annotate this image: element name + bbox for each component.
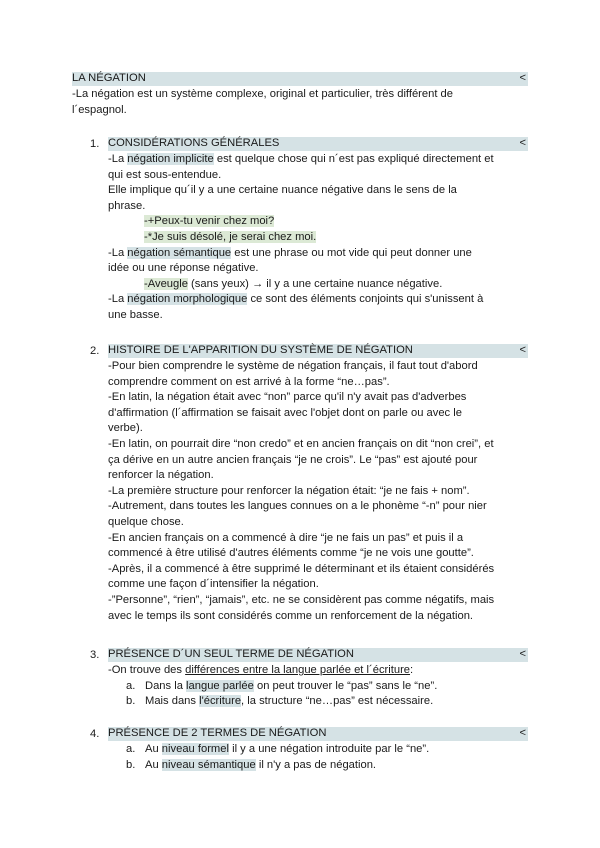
section-2-body	[108, 359, 536, 624]
text-line: -Pour bien comprendre le système de négation français, il faut tout d'abord	[108, 360, 478, 372]
text-line: -Autrement, dans toutes les langues connues on a le phonème “-n” pour nier	[108, 500, 487, 513]
section-3-number: 3.	[90, 649, 100, 661]
list-item: a. Dans la langue parlée on peut trouver le “pas” sans le “ne”.	[108, 679, 536, 695]
example-line	[108, 214, 536, 230]
list-marker: b.	[126, 758, 136, 771]
section-4-number: 4.	[90, 728, 100, 740]
highlight: négation sémantique	[127, 246, 232, 259]
text-line: verbe).	[108, 422, 143, 435]
highlight: langue parlée	[186, 679, 254, 692]
section-4-body	[108, 742, 536, 773]
collapse-icon[interactable]: <	[519, 72, 526, 85]
text-line: idée ou une réponse négative.	[108, 262, 259, 275]
text-line: -La première structure pour renforcer la négation était: “je ne fais + nom”.	[108, 484, 470, 497]
text-line: -En latin, on pourrait dire “non credo” et en ancien français on dit “non crei”, et	[108, 437, 494, 450]
list-marker: b.	[126, 695, 136, 708]
list-marker: a.	[126, 743, 136, 755]
intro-line: l´espagnol.	[72, 103, 127, 116]
text-line: -On trouve des différences entre la langue parlée et l´écriture:	[108, 664, 414, 676]
section-3-title: PRÉSENCE D´UN SEUL TERME DE NÉGATION	[108, 648, 354, 661]
text-line: -En latin, la négation était avec “non” parce qu'il n'y avait pas d'adverbes	[108, 391, 467, 404]
text-line: -”Personne”, “rien”, “jamais”, etc. ne se considèrent pas comme négatifs, mais	[108, 593, 495, 606]
example-line	[108, 230, 536, 246]
highlight: -Aveugle	[144, 277, 188, 290]
intro-paragraph	[72, 87, 532, 118]
text-line: -La négation implicite est quelque chose qui n´est pas expliqué directement et	[108, 153, 494, 165]
text-line: une basse.	[108, 308, 163, 321]
collapse-icon[interactable]: <	[519, 137, 526, 150]
section-4-heading[interactable]	[108, 727, 528, 741]
collapse-icon[interactable]: <	[519, 344, 526, 357]
text-line: avec le temps ils sont considérés comme un renforcement de la négation.	[108, 609, 474, 622]
underlined-text: différences entre la langue parlée et l´écriture	[185, 664, 411, 676]
text-line: ça dérive en un autre ancien français “je ne crois”. Le “pas” est ajouté pour	[108, 453, 478, 466]
highlight: l'écriture	[199, 695, 242, 708]
section-2-title: HISTOIRE DE L'APPARITION DU SYSTÈME DE NÉGATION	[108, 344, 413, 357]
page-title: LA NÉGATION	[72, 72, 146, 85]
list-item: a. Au niveau formel il y a une négation introduite par le “ne”.	[108, 742, 536, 758]
text-line: -En ancien français on a commencé à dire “je ne fais un pas” et puis il a	[108, 531, 464, 544]
list-item: b. Mais dans l'écriture, la structure “ne…pas” est nécessaire.	[108, 694, 536, 710]
section-2-number: 2.	[90, 345, 100, 357]
highlight: -*Je suis désolé, je serai chez moi.	[144, 230, 317, 243]
section-1-number: 1.	[90, 138, 100, 150]
text-line: comme une façon d´intensifier la négation.	[108, 578, 319, 591]
text-line: Elle implique qu´il y a une certaine nuance négative dans le sens de la	[108, 184, 457, 197]
text-line: qui est sous-entendue.	[108, 168, 222, 181]
section-1-heading[interactable]	[108, 137, 528, 151]
section-3-body	[108, 663, 536, 710]
highlight: négation implicite	[127, 153, 214, 165]
list-marker: a.	[126, 679, 136, 692]
text-line: commencé à être utilisé d'autres éléments comme “je ne vois une goutte”.	[108, 547, 474, 560]
section-3-heading[interactable]	[108, 648, 528, 662]
list-item: b. Au niveau sémantique il n'y a pas de négation.	[108, 758, 536, 774]
text-line: comprendre comment on est arrivé à la forme “ne…pas”.	[108, 375, 390, 388]
text-line: -La négation sémantique est une phrase ou mot vide qui peut donner une	[108, 246, 472, 259]
text-line: renforcer la négation.	[108, 469, 214, 482]
text-line: phrase.	[108, 199, 146, 212]
text-line: -Après, il a commencé à être supprimé le déterminant et ils étaient considérés	[108, 562, 495, 575]
section-4-title: PRÉSENCE DE 2 TERMES DE NÉGATION	[108, 727, 327, 740]
collapse-icon[interactable]: <	[519, 648, 526, 661]
text-line: quelque chose.	[108, 515, 184, 528]
title-heading[interactable]	[72, 72, 528, 86]
section-1-body	[108, 152, 536, 324]
highlight: négation morphologique	[127, 293, 248, 306]
highlight: niveau sémantique	[161, 758, 256, 771]
collapse-icon[interactable]: <	[519, 727, 526, 740]
text-line: -La négation morphologique ce sont des éléments conjoints qui s'unissent à	[108, 293, 484, 306]
section-2-heading[interactable]	[108, 344, 528, 358]
highlight: niveau formel	[161, 743, 229, 755]
text-line: d'affirmation (l´affirmation se faisait avec l'objet dont on parle ou avec le	[108, 406, 462, 419]
highlight: -+Peux-tu venir chez moi?	[144, 215, 275, 228]
intro-line: -La négation est un système complexe, original et particulier, très différent de	[72, 88, 453, 100]
example-line: -Aveugle (sans yeux) → il y a une certaine nuance négative.	[144, 277, 443, 290]
section-1-title: CONSIDÉRATIONS GÉNÉRALES	[108, 137, 280, 150]
